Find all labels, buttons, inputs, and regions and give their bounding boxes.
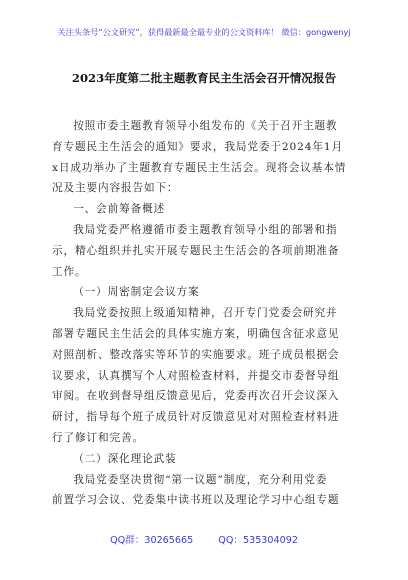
subsection-1-paragraph: 我局党委按照上级通知精神，召开专门党委会研究并 部署专题民主生活会的具体实施方案，明确包含征求意见 对照剖析、整改落实等环节的实施要求。班子成员根据会 议要求，认真撰写个人对照检查材料，并提交市委督导组 审阅。在收到督导组反馈意见后，党委再次召开会议深入 研讨，指导每个班子成员针对反馈意见对对照检查材料进 行了修订和完善。 xyxy=(52,307,340,444)
qq-group-number: 30265665 xyxy=(144,535,194,546)
qq-group-label: QQ群： xyxy=(110,535,145,546)
qq-label: QQ： xyxy=(218,535,243,546)
subsection-1-heading: （一）周密制定会议方案 xyxy=(73,286,200,299)
subsection-2-paragraph: 我局党委坚决贯彻“第一议题”制度，充分利用党委 前置学习会议、党委集中读书班以及理论学习中心组专题 xyxy=(52,473,340,507)
qq-group-contact xyxy=(110,535,193,546)
document-body xyxy=(52,116,365,511)
subsection-2-heading: （二）深化理论武装 xyxy=(73,452,177,465)
intro-paragraph: 按照市委主题教育领导小组发布的《关于召开主题教 育专题民主生活会的通知》要求，我局党委于2024年1月 x日成功举办了主题教育专题民主生活会。现将会议基本情 况及主要内容报告如下： xyxy=(52,120,347,195)
section-1-paragraph: 我局党委严格遵循市委主题教育领导小组的部署和指 示，精心组织并扎实开展专题民主生活会的各项前期准备 工作。 xyxy=(52,223,340,278)
header-banner: 关注头条号“公文研究”，获得最新最全最专业的公文资料库！ 微信：gongwenyj xyxy=(57,27,351,37)
document-title: 2023年度第二批主题教育民主生活会召开情况报告 xyxy=(71,71,337,85)
section-1-heading: 一、会前筹备概述 xyxy=(73,203,166,216)
qq-number: 535304092 xyxy=(242,535,298,546)
qq-contact xyxy=(218,535,298,546)
footer-contact xyxy=(0,534,408,548)
